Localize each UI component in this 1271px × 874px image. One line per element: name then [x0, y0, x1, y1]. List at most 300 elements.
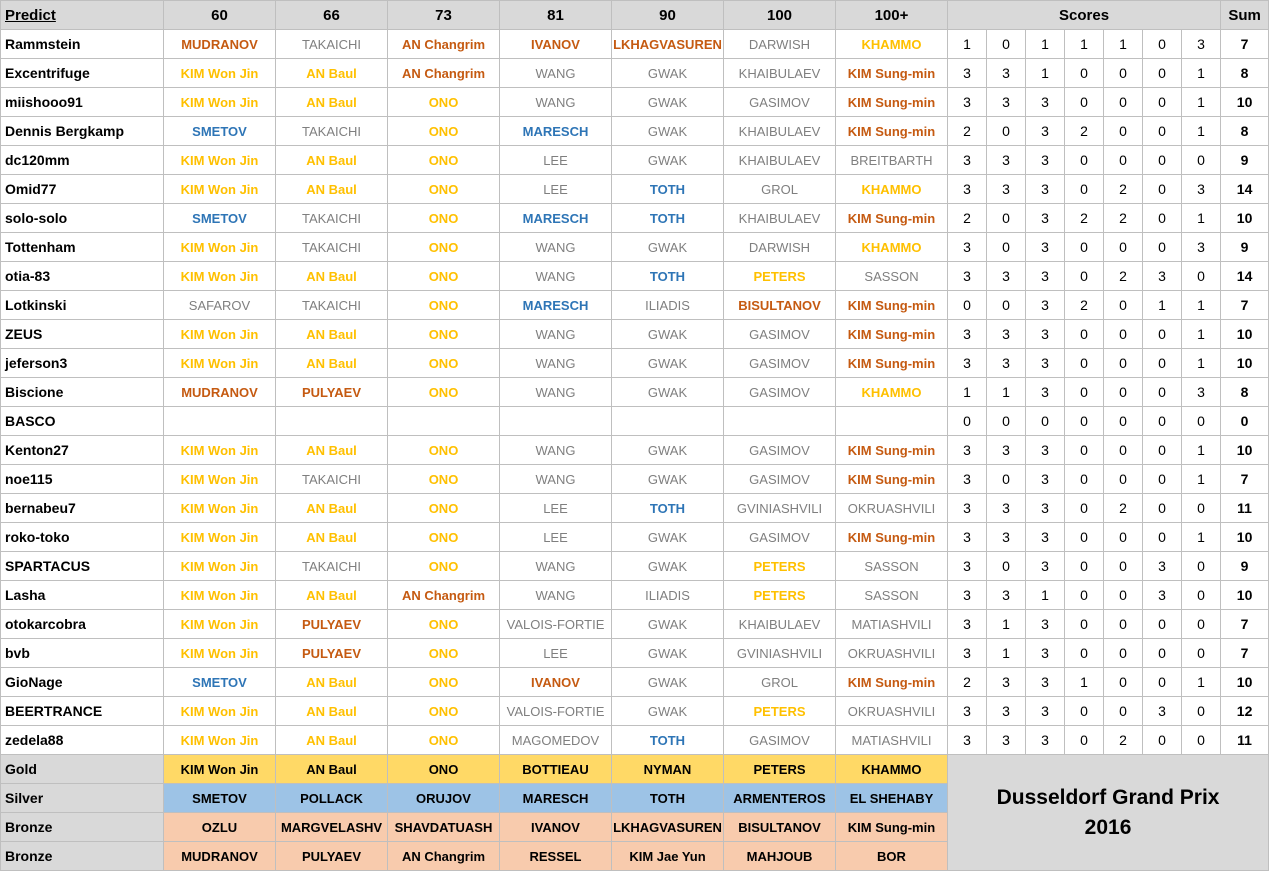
prediction-cell: KIM Sung-min	[836, 465, 948, 494]
table-row	[1, 639, 1269, 668]
score-cell: 3	[1026, 204, 1065, 233]
score-cell: 0	[1065, 349, 1104, 378]
prediction-cell: VALOIS-FORTIE	[500, 610, 612, 639]
prediction-cell: IVANOV	[500, 668, 612, 697]
medalist-cell: MAHJOUB	[724, 842, 836, 871]
prediction-cell: PULYAEV	[276, 610, 388, 639]
score-cell: 0	[1104, 697, 1143, 726]
score-cell: 0	[1065, 726, 1104, 755]
score-cell: 0	[1026, 407, 1065, 436]
score-cell: 0	[1182, 494, 1221, 523]
prediction-cell: SMETOV	[164, 117, 276, 146]
prediction-cell: ONO	[388, 117, 500, 146]
score-cell: 0	[1182, 610, 1221, 639]
participant-name: zedela88	[1, 726, 164, 755]
prediction-cell: ONO	[388, 726, 500, 755]
prediction-cell: GASIMOV	[724, 523, 836, 552]
prediction-cell: GROL	[724, 668, 836, 697]
prediction-cell: MARESCH	[500, 204, 612, 233]
prediction-cell: KIM Won Jin	[164, 639, 276, 668]
score-cell: 0	[1143, 88, 1182, 117]
participant-name: Excentrifuge	[1, 59, 164, 88]
participant-name: ZEUS	[1, 320, 164, 349]
participant-name: BASCO	[1, 407, 164, 436]
score-cell: 3	[1026, 465, 1065, 494]
score-cell: 3	[987, 523, 1026, 552]
prediction-cell	[724, 407, 836, 436]
sum-cell: 7	[1221, 30, 1269, 59]
medalist-cell: PETERS	[724, 755, 836, 784]
score-cell: 0	[1182, 146, 1221, 175]
prediction-cell: ONO	[388, 378, 500, 407]
prediction-cell: KIM Won Jin	[164, 581, 276, 610]
prediction-cell: KIM Sung-min	[836, 291, 948, 320]
score-cell: 3	[987, 320, 1026, 349]
score-cell: 3	[987, 726, 1026, 755]
score-cell: 0	[1143, 407, 1182, 436]
prediction-cell: AN Baul	[276, 697, 388, 726]
prediction-cell: KIM Sung-min	[836, 204, 948, 233]
prediction-cell: AN Baul	[276, 581, 388, 610]
prediction-cell: GWAK	[612, 668, 724, 697]
prediction-cell: GWAK	[612, 523, 724, 552]
score-cell: 2	[1065, 117, 1104, 146]
score-cell: 3	[987, 349, 1026, 378]
prediction-cell: GWAK	[612, 349, 724, 378]
score-cell: 0	[1104, 349, 1143, 378]
prediction-cell: KIM Won Jin	[164, 349, 276, 378]
score-cell: 0	[987, 233, 1026, 262]
sum-cell: 10	[1221, 523, 1269, 552]
score-cell: 3	[1026, 610, 1065, 639]
score-cell: 0	[1143, 610, 1182, 639]
score-cell: 3	[1026, 175, 1065, 204]
prediction-cell: KHAMMO	[836, 233, 948, 262]
table-row	[1, 349, 1269, 378]
score-cell: 0	[1143, 726, 1182, 755]
prediction-cell	[612, 407, 724, 436]
medalist-cell: KIM Jae Yun	[612, 842, 724, 871]
weight-header: 60	[164, 1, 276, 30]
prediction-cell: GROL	[724, 175, 836, 204]
score-cell: 0	[1065, 610, 1104, 639]
prediction-cell: AN Baul	[276, 668, 388, 697]
participant-name: BEERTRANCE	[1, 697, 164, 726]
prediction-cell: PETERS	[724, 581, 836, 610]
score-cell: 0	[1065, 552, 1104, 581]
participant-name: bvb	[1, 639, 164, 668]
prediction-cell: MARESCH	[500, 291, 612, 320]
medalist-cell: PULYAEV	[276, 842, 388, 871]
score-cell: 0	[1143, 30, 1182, 59]
prediction-cell: AN Baul	[276, 726, 388, 755]
prediction-cell: KIM Won Jin	[164, 494, 276, 523]
table-row	[1, 523, 1269, 552]
score-cell: 3	[987, 494, 1026, 523]
prediction-cell: KIM Won Jin	[164, 697, 276, 726]
prediction-cell: GASIMOV	[724, 88, 836, 117]
weight-header: 66	[276, 1, 388, 30]
weight-header: 73	[388, 1, 500, 30]
prediction-cell: OKRUASHVILI	[836, 639, 948, 668]
prediction-cell: MUDRANOV	[164, 378, 276, 407]
prediction-cell: ONO	[388, 233, 500, 262]
prediction-cell: MARESCH	[500, 117, 612, 146]
prediction-cell: MUDRANOV	[164, 30, 276, 59]
sum-cell: 10	[1221, 349, 1269, 378]
prediction-cell: GASIMOV	[724, 320, 836, 349]
prediction-cell: KHAIBULAEV	[724, 146, 836, 175]
medal-label: Bronze	[1, 813, 164, 842]
weight-header: 100	[724, 1, 836, 30]
prediction-cell: KIM Sung-min	[836, 88, 948, 117]
medalist-cell: BISULTANOV	[724, 813, 836, 842]
medalist-cell: POLLACK	[276, 784, 388, 813]
score-cell: 2	[948, 117, 987, 146]
prediction-cell: AN Baul	[276, 175, 388, 204]
participant-name: bernabeu7	[1, 494, 164, 523]
score-cell: 3	[1026, 117, 1065, 146]
score-cell: 1	[1182, 88, 1221, 117]
sum-cell: 10	[1221, 436, 1269, 465]
score-cell: 3	[1026, 349, 1065, 378]
score-cell: 1	[1182, 117, 1221, 146]
medalist-cell: BOR	[836, 842, 948, 871]
score-cell: 2	[948, 204, 987, 233]
prediction-cell: KIM Sung-min	[836, 523, 948, 552]
score-cell: 3	[987, 436, 1026, 465]
prediction-cell: MATIASHVILI	[836, 726, 948, 755]
prediction-cell	[500, 407, 612, 436]
score-cell: 0	[1143, 117, 1182, 146]
prediction-cell: GASIMOV	[724, 378, 836, 407]
participant-name: Omid77	[1, 175, 164, 204]
medalist-cell: AN Baul	[276, 755, 388, 784]
prediction-cell: SMETOV	[164, 204, 276, 233]
table-row	[1, 726, 1269, 755]
score-cell: 0	[1065, 146, 1104, 175]
score-cell: 0	[1143, 523, 1182, 552]
sum-cell: 12	[1221, 697, 1269, 726]
sum-cell: 9	[1221, 233, 1269, 262]
prediction-cell: GWAK	[612, 146, 724, 175]
prediction-cell: ONO	[388, 291, 500, 320]
score-cell: 3	[1026, 262, 1065, 291]
sum-cell: 8	[1221, 117, 1269, 146]
prediction-cell: BISULTANOV	[724, 291, 836, 320]
prediction-cell: ONO	[388, 697, 500, 726]
score-cell: 0	[1182, 639, 1221, 668]
score-cell: 0	[1143, 320, 1182, 349]
prediction-cell	[836, 407, 948, 436]
score-cell: 2	[1065, 291, 1104, 320]
score-cell: 2	[1065, 204, 1104, 233]
score-cell: 0	[1182, 552, 1221, 581]
score-cell: 0	[1143, 204, 1182, 233]
score-cell: 0	[1182, 726, 1221, 755]
participant-name: Lasha	[1, 581, 164, 610]
score-cell: 0	[1143, 233, 1182, 262]
participant-name: noe115	[1, 465, 164, 494]
prediction-cell: TOTH	[612, 175, 724, 204]
prediction-cell: TAKAICHI	[276, 552, 388, 581]
prediction-cell: TAKAICHI	[276, 30, 388, 59]
score-cell: 0	[1143, 639, 1182, 668]
score-cell: 3	[948, 59, 987, 88]
score-cell: 3	[1143, 552, 1182, 581]
score-cell: 3	[1182, 233, 1221, 262]
prediction-cell: ONO	[388, 146, 500, 175]
prediction-cell: AN Baul	[276, 59, 388, 88]
score-cell: 1	[987, 639, 1026, 668]
prediction-cell: KIM Won Jin	[164, 320, 276, 349]
prediction-cell: KIM Sung-min	[836, 436, 948, 465]
prediction-cell: KIM Won Jin	[164, 146, 276, 175]
sum-cell: 0	[1221, 407, 1269, 436]
prediction-cell: TAKAICHI	[276, 233, 388, 262]
prediction-cell: GASIMOV	[724, 436, 836, 465]
medalist-cell: MUDRANOV	[164, 842, 276, 871]
table-row	[1, 233, 1269, 262]
medal-row-gold	[1, 755, 1269, 784]
score-cell: 3	[1026, 146, 1065, 175]
score-cell: 0	[1065, 262, 1104, 291]
score-cell: 1	[1143, 291, 1182, 320]
prediction-cell: GWAK	[612, 59, 724, 88]
score-cell: 0	[1065, 639, 1104, 668]
prediction-cell: KIM Won Jin	[164, 436, 276, 465]
score-cell: 0	[1143, 349, 1182, 378]
score-cell: 3	[1026, 494, 1065, 523]
score-cell: 1	[1182, 436, 1221, 465]
prediction-cell: LKHAGVASUREN	[612, 30, 724, 59]
score-cell: 1	[1065, 30, 1104, 59]
score-cell: 1	[1182, 291, 1221, 320]
score-cell: 0	[987, 291, 1026, 320]
prediction-cell: AN Baul	[276, 146, 388, 175]
medalist-cell: OZLU	[164, 813, 276, 842]
participant-name: otia-83	[1, 262, 164, 291]
prediction-cell: ONO	[388, 639, 500, 668]
participant-name: jeferson3	[1, 349, 164, 378]
score-cell: 3	[948, 726, 987, 755]
score-cell: 0	[987, 552, 1026, 581]
prediction-cell: GWAK	[612, 378, 724, 407]
prediction-cell: ILIADIS	[612, 291, 724, 320]
medalist-cell: RESSEL	[500, 842, 612, 871]
table-row	[1, 175, 1269, 204]
medalist-cell: TOTH	[612, 784, 724, 813]
table-row	[1, 407, 1269, 436]
score-cell: 0	[1182, 262, 1221, 291]
participant-name: Tottenham	[1, 233, 164, 262]
weight-header: 100+	[836, 1, 948, 30]
score-cell: 2	[1104, 726, 1143, 755]
prediction-cell: KHAMMO	[836, 30, 948, 59]
score-cell: 0	[1104, 610, 1143, 639]
table-row	[1, 320, 1269, 349]
table-row	[1, 88, 1269, 117]
score-cell: 1	[1182, 59, 1221, 88]
score-cell: 3	[987, 175, 1026, 204]
score-cell: 2	[948, 668, 987, 697]
score-cell: 2	[1104, 494, 1143, 523]
prediction-cell: KIM Won Jin	[164, 552, 276, 581]
medalist-cell: KHAMMO	[836, 755, 948, 784]
prediction-cell: KIM Won Jin	[164, 610, 276, 639]
medalist-cell: KIM Won Jin	[164, 755, 276, 784]
prediction-cell: VALOIS-FORTIE	[500, 697, 612, 726]
score-cell: 1	[1104, 30, 1143, 59]
prediction-cell: KHAIBULAEV	[724, 610, 836, 639]
score-cell: 0	[1065, 581, 1104, 610]
medal-label: Bronze	[1, 842, 164, 871]
sum-cell: 8	[1221, 378, 1269, 407]
prediction-cell: SASSON	[836, 581, 948, 610]
prediction-cell: KHAMMO	[836, 175, 948, 204]
medalist-cell: ARMENTEROS	[724, 784, 836, 813]
score-cell: 3	[1026, 436, 1065, 465]
prediction-cell: WANG	[500, 59, 612, 88]
prediction-cell: PULYAEV	[276, 378, 388, 407]
participant-name: solo-solo	[1, 204, 164, 233]
medal-label: Gold	[1, 755, 164, 784]
score-cell: 3	[987, 262, 1026, 291]
sum-cell: 10	[1221, 320, 1269, 349]
prediction-cell: LEE	[500, 175, 612, 204]
score-cell: 0	[1065, 88, 1104, 117]
prediction-cell: GWAK	[612, 117, 724, 146]
prediction-cell: AN Baul	[276, 320, 388, 349]
prediction-cell: AN Baul	[276, 523, 388, 552]
prediction-cell: ILIADIS	[612, 581, 724, 610]
prediction-cell: ONO	[388, 88, 500, 117]
prediction-cell: DARWISH	[724, 30, 836, 59]
score-cell: 0	[1104, 465, 1143, 494]
score-cell: 0	[1104, 233, 1143, 262]
prediction-cell: WANG	[500, 262, 612, 291]
score-cell: 0	[1065, 378, 1104, 407]
prediction-cell: TOTH	[612, 726, 724, 755]
prediction-cell: WANG	[500, 320, 612, 349]
prediction-cell: PULYAEV	[276, 639, 388, 668]
prediction-cell: TOTH	[612, 494, 724, 523]
table-row	[1, 494, 1269, 523]
prediction-cell: GWAK	[612, 610, 724, 639]
participant-name: Lotkinski	[1, 291, 164, 320]
score-cell: 1	[1026, 30, 1065, 59]
score-cell: 0	[1104, 291, 1143, 320]
score-cell: 0	[1065, 494, 1104, 523]
score-cell: 1	[1182, 465, 1221, 494]
score-cell: 0	[1065, 465, 1104, 494]
prediction-cell: KIM Sung-min	[836, 320, 948, 349]
event-title	[948, 755, 1269, 871]
score-cell: 0	[1104, 117, 1143, 146]
score-cell: 0	[948, 291, 987, 320]
sum-cell: 14	[1221, 262, 1269, 291]
sum-cell: 10	[1221, 581, 1269, 610]
predict-header: Predict	[1, 1, 164, 30]
score-cell: 3	[987, 146, 1026, 175]
score-cell: 3	[1182, 378, 1221, 407]
score-cell: 0	[1182, 581, 1221, 610]
table-row	[1, 552, 1269, 581]
sum-cell: 7	[1221, 610, 1269, 639]
table-row	[1, 697, 1269, 726]
score-cell: 3	[987, 697, 1026, 726]
participant-name: miishooo91	[1, 88, 164, 117]
prediction-cell: GVINIASHVILI	[724, 639, 836, 668]
sum-cell: 11	[1221, 726, 1269, 755]
prediction-cell: IVANOV	[500, 30, 612, 59]
prediction-cell: KIM Won Jin	[164, 523, 276, 552]
score-cell: 3	[948, 175, 987, 204]
sum-cell: 14	[1221, 175, 1269, 204]
sum-cell: 7	[1221, 639, 1269, 668]
score-cell: 0	[1065, 59, 1104, 88]
table-row	[1, 146, 1269, 175]
score-cell: 3	[948, 320, 987, 349]
medalist-cell: EL SHEHABY	[836, 784, 948, 813]
score-cell: 3	[948, 697, 987, 726]
score-cell: 1	[1026, 581, 1065, 610]
prediction-cell: MAGOMEDOV	[500, 726, 612, 755]
score-cell: 0	[1104, 88, 1143, 117]
participant-name: Kenton27	[1, 436, 164, 465]
prediction-cell: KIM Won Jin	[164, 88, 276, 117]
score-cell: 3	[948, 88, 987, 117]
prediction-cell: LEE	[500, 639, 612, 668]
prediction-cell: AN Baul	[276, 262, 388, 291]
score-cell: 2	[1104, 204, 1143, 233]
table-row	[1, 262, 1269, 291]
prediction-cell: GASIMOV	[724, 349, 836, 378]
prediction-cell: SMETOV	[164, 668, 276, 697]
medalist-cell: SMETOV	[164, 784, 276, 813]
score-cell: 1	[1026, 59, 1065, 88]
prediction-cell: GVINIASHVILI	[724, 494, 836, 523]
participant-name: otokarcobra	[1, 610, 164, 639]
participant-name: dc120mm	[1, 146, 164, 175]
table-row	[1, 668, 1269, 697]
table-row	[1, 378, 1269, 407]
score-cell: 2	[1104, 175, 1143, 204]
prediction-cell: WANG	[500, 436, 612, 465]
score-cell: 0	[987, 204, 1026, 233]
prediction-cell: WANG	[500, 378, 612, 407]
prediction-cell: GWAK	[612, 436, 724, 465]
sum-cell: 10	[1221, 88, 1269, 117]
sum-cell: 9	[1221, 146, 1269, 175]
prediction-cell: SAFAROV	[164, 291, 276, 320]
score-cell: 3	[948, 146, 987, 175]
prediction-cell: OKRUASHVILI	[836, 697, 948, 726]
score-cell: 3	[1026, 523, 1065, 552]
score-cell: 3	[948, 233, 987, 262]
prediction-cell: DARWISH	[724, 233, 836, 262]
table-row	[1, 610, 1269, 639]
score-cell: 0	[1104, 59, 1143, 88]
event-name: Dusseldorf Grand Prix	[996, 785, 1220, 809]
prediction-cell: GWAK	[612, 233, 724, 262]
score-cell: 1	[948, 378, 987, 407]
score-cell: 1	[948, 30, 987, 59]
prediction-cell: WANG	[500, 465, 612, 494]
medalist-cell: ONO	[388, 755, 500, 784]
score-cell: 1	[1182, 523, 1221, 552]
prediction-cell: TAKAICHI	[276, 465, 388, 494]
